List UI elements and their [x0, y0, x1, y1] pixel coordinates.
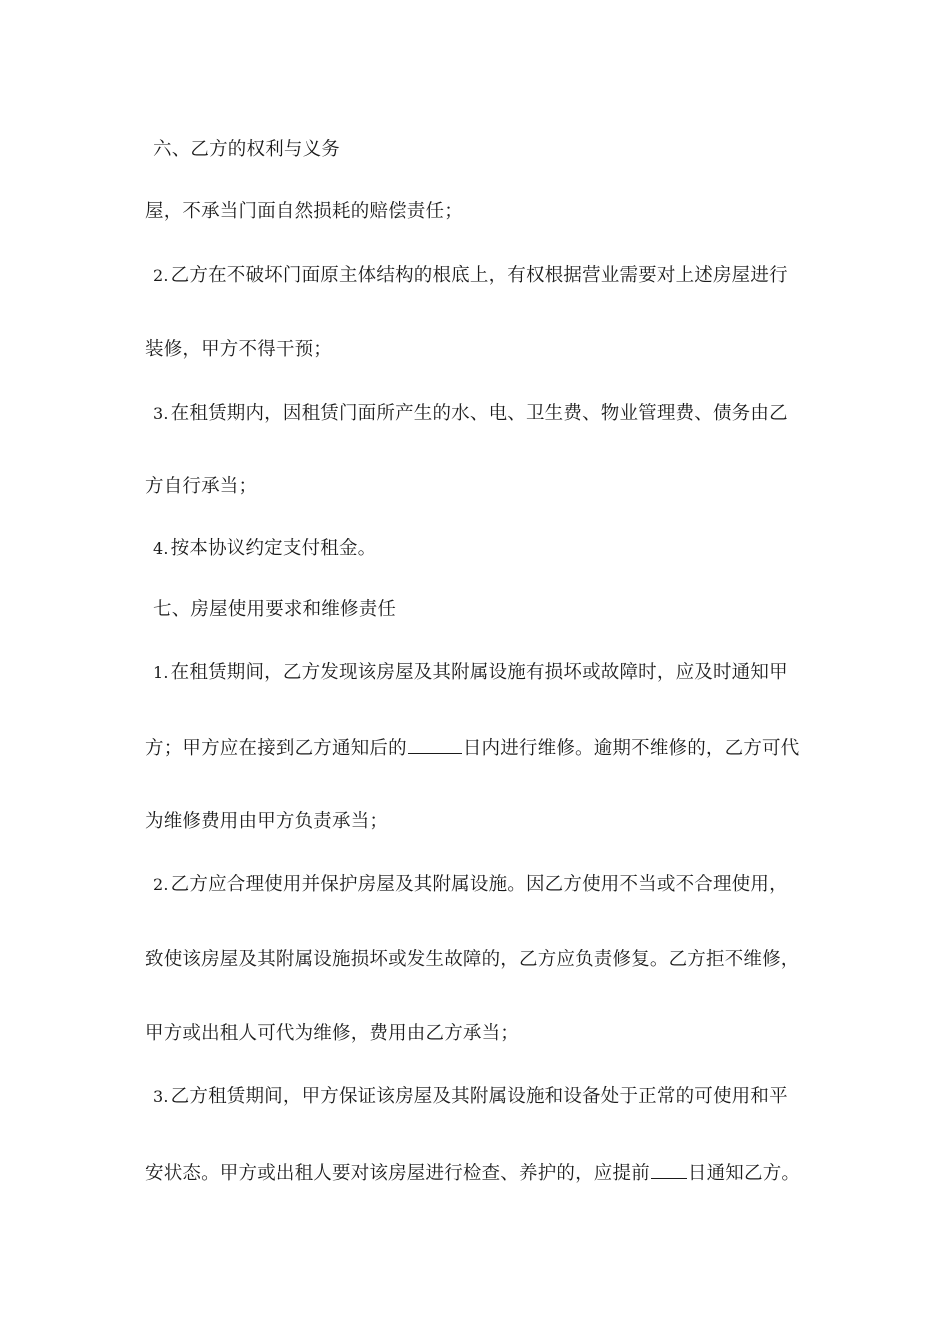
clause-7-1-line-2	[145, 735, 799, 761]
clause-number: 3.	[153, 404, 169, 423]
clause-7-1-line-3: 为维修费用由甲方负责承当；	[145, 811, 389, 832]
clause-7-2-line-1	[153, 873, 788, 897]
clause-7-3-line-2	[145, 1160, 800, 1186]
fill-in-blank-days[interactable]	[408, 735, 462, 754]
clause-6-2-line-1	[153, 264, 788, 288]
heading-section-7: 七、房屋使用要求和维修责任	[153, 599, 397, 620]
clause-6-3-line-2: 方自行承当；	[145, 476, 258, 497]
clause-text: 乙方在不破坏门面原主体结构的根底上，有权根据营业需要对上述房屋进行	[170, 265, 788, 286]
clause-number: 2.	[153, 875, 169, 894]
clause-text: 日内进行维修。逾期不维修的，乙方可代	[462, 738, 800, 759]
clause-number: 3.	[153, 1087, 169, 1106]
clause-6-2-line-2: 装修，甲方不得干预；	[145, 339, 333, 360]
clause-6-3-line-1	[153, 402, 788, 426]
clause-number: 2.	[153, 266, 169, 285]
paragraph-line: 屋，不承当门面自然损耗的赔偿责任；	[145, 201, 463, 222]
clause-7-1-line-1	[153, 661, 788, 685]
clause-6-4-line-1	[153, 537, 376, 561]
fill-in-blank-days[interactable]	[651, 1160, 687, 1179]
clause-text: 乙方租赁期间，甲方保证该房屋及其附属设施和设备处于正常的可使用和平	[170, 1086, 788, 1107]
clause-7-3-line-1	[153, 1085, 788, 1109]
clause-text: 方；甲方应在接到乙方通知后的	[145, 738, 407, 759]
clause-number: 1.	[153, 663, 169, 682]
clause-7-2-line-3: 甲方或出租人可代为维修，费用由乙方承当；	[145, 1023, 520, 1044]
clause-text: 安状态。甲方或出租人要对该房屋进行检查、养护的，应提前	[145, 1163, 650, 1184]
clause-text: 在租赁期间，乙方发现该房屋及其附属设施有损坏或故障时，应及时通知甲	[170, 662, 788, 683]
clause-text: 按本协议约定支付租金。	[170, 538, 377, 559]
clause-number: 4.	[153, 539, 169, 558]
clause-7-2-line-2: 致使该房屋及其附属设施损坏或发生故障的，乙方应负责修复。乙方拒不维修，	[145, 949, 800, 970]
clause-text: 乙方应合理使用并保护房屋及其附属设施。因乙方使用不当或不合理使用，	[170, 874, 788, 895]
heading-section-6: 六、乙方的权利与义务	[153, 139, 341, 160]
clause-text: 日通知乙方。	[687, 1163, 801, 1184]
clause-text: 在租赁期内，因租赁门面所产生的水、电、卫生费、物业管理费、债务由乙	[170, 403, 788, 424]
